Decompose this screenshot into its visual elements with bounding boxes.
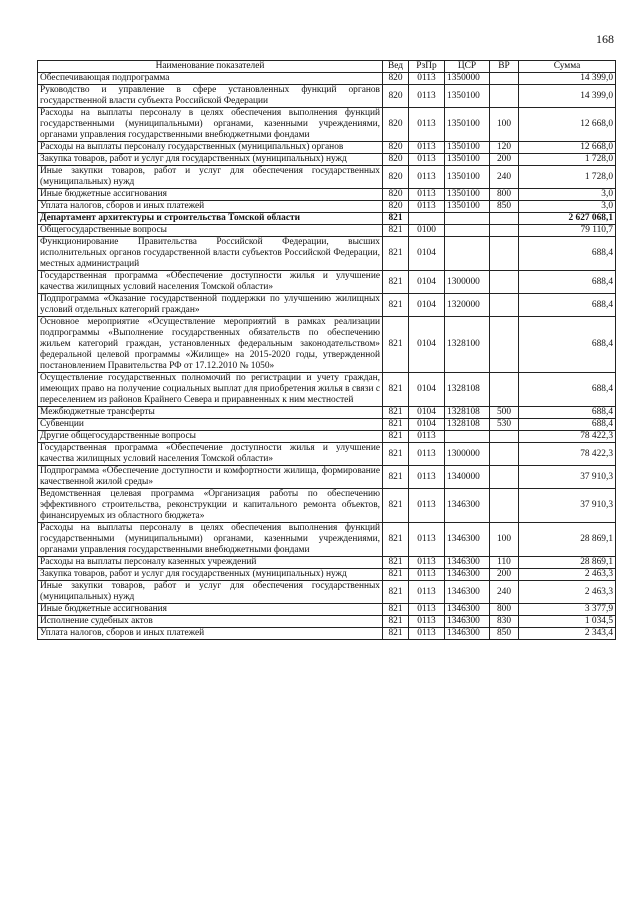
cell-sum: 3,0 (519, 189, 616, 201)
cell-vr (490, 317, 519, 373)
cell-sum: 688,4 (519, 373, 616, 407)
cell-ved: 820 (383, 201, 409, 213)
cell-rzpr: 0104 (409, 373, 445, 407)
table-row (38, 201, 616, 213)
cell-rzpr: 0113 (409, 581, 445, 604)
cell-ved: 821 (383, 225, 409, 237)
cell-csr: 1346300 (445, 523, 490, 557)
cell-csr: 1300000 (445, 443, 490, 466)
cell-ved: 821 (383, 419, 409, 431)
cell-ved: 821 (383, 431, 409, 443)
cell-csr: 1350100 (445, 108, 490, 142)
cell-ved: 820 (383, 166, 409, 189)
cell-csr: 1340000 (445, 466, 490, 489)
table-row (38, 85, 616, 108)
cell-rzpr: 0113 (409, 73, 445, 85)
cell-name: Руководство и управление в сфере установленных функций органов государственной власти субъекта Российской Федерации (38, 85, 383, 108)
cell-vr (490, 271, 519, 294)
cell-rzpr: 0113 (409, 154, 445, 166)
cell-ved: 820 (383, 142, 409, 154)
cell-name: Другие общегосударственные вопросы (38, 431, 383, 443)
cell-ved: 821 (383, 317, 409, 373)
cell-name: Расходы на выплаты персоналу в целях обеспечения выполнения функций государственными (муниципальными) органами, казенными учреждениями, органами управления государственными внебюджетными фондами (38, 108, 383, 142)
cell-vr: 800 (490, 189, 519, 201)
cell-sum: 12 668,0 (519, 142, 616, 154)
cell-name: Департамент архитектуры и строительства Томской области (38, 213, 383, 225)
cell-csr: 1346300 (445, 628, 490, 640)
cell-name: Иные бюджетные ассигнования (38, 604, 383, 616)
cell-name: Функционирование Правительства Российской Федерации, высших исполнительных органов государственной власти субъектов Российской Федерации, местных администраций (38, 237, 383, 271)
cell-csr: 1350100 (445, 201, 490, 213)
cell-sum: 14 399,0 (519, 85, 616, 108)
cell-csr (445, 225, 490, 237)
table-row (38, 142, 616, 154)
cell-ved: 821 (383, 271, 409, 294)
cell-ved: 821 (383, 616, 409, 628)
cell-rzpr (409, 213, 445, 225)
cell-vr: 500 (490, 407, 519, 419)
table-row (38, 489, 616, 523)
table-row (38, 604, 616, 616)
cell-rzpr: 0113 (409, 489, 445, 523)
cell-csr: 1346300 (445, 489, 490, 523)
cell-sum: 2 627 068,1 (519, 213, 616, 225)
cell-vr: 530 (490, 419, 519, 431)
cell-csr: 1346300 (445, 581, 490, 604)
cell-vr: 100 (490, 108, 519, 142)
cell-name: Закупка товаров, работ и услуг для государственных (муниципальных) нужд (38, 154, 383, 166)
cell-sum: 2 463,3 (519, 581, 616, 604)
cell-csr: 1328108 (445, 407, 490, 419)
table-row (38, 523, 616, 557)
cell-rzpr: 0113 (409, 108, 445, 142)
cell-vr: 850 (490, 628, 519, 640)
cell-sum: 28 869,1 (519, 523, 616, 557)
table-row (38, 407, 616, 419)
cell-csr: 1350100 (445, 154, 490, 166)
cell-name: Иные закупки товаров, работ и услуг для обеспечения государственных (муниципальных) нужд (38, 581, 383, 604)
table-row (38, 419, 616, 431)
cell-rzpr: 0113 (409, 201, 445, 213)
cell-ved: 821 (383, 443, 409, 466)
cell-csr: 1320000 (445, 294, 490, 317)
cell-ved: 821 (383, 523, 409, 557)
cell-ved: 821 (383, 407, 409, 419)
cell-rzpr: 0113 (409, 628, 445, 640)
cell-ved: 821 (383, 373, 409, 407)
table-body (38, 73, 616, 640)
cell-name: Ведомственная целевая программа «Организация работы по обеспечению эффективного строительства, реконструкции и капитального ремонта объектов, финансируемых из областного бюджета» (38, 489, 383, 523)
cell-name: Уплата налогов, сборов и иных платежей (38, 201, 383, 213)
cell-sum: 1 034,5 (519, 616, 616, 628)
header-sum: Сумма (519, 61, 616, 73)
cell-name: Исполнение судебных актов (38, 616, 383, 628)
cell-sum: 688,4 (519, 407, 616, 419)
cell-sum: 688,4 (519, 317, 616, 373)
cell-csr: 1346300 (445, 569, 490, 581)
cell-rzpr: 0113 (409, 557, 445, 569)
cell-name: Уплата налогов, сборов и иных платежей (38, 628, 383, 640)
cell-rzpr: 0113 (409, 443, 445, 466)
cell-vr (490, 443, 519, 466)
table-row (38, 154, 616, 166)
cell-name: Государственная программа «Обеспечение доступности жилья и улучшение качества жилищных условий населения Томской области» (38, 271, 383, 294)
table-row (38, 616, 616, 628)
cell-vr (490, 431, 519, 443)
table-row (38, 466, 616, 489)
cell-rzpr: 0113 (409, 569, 445, 581)
cell-name: Иные бюджетные ассигнования (38, 189, 383, 201)
table-row (38, 569, 616, 581)
header-ved: Вед (383, 61, 409, 73)
cell-sum: 78 422,3 (519, 443, 616, 466)
cell-ved: 821 (383, 581, 409, 604)
cell-sum: 1 728,0 (519, 166, 616, 189)
cell-sum: 3,0 (519, 201, 616, 213)
cell-csr: 1350100 (445, 85, 490, 108)
cell-csr: 1350000 (445, 73, 490, 85)
cell-vr (490, 85, 519, 108)
cell-sum: 78 422,3 (519, 431, 616, 443)
cell-vr: 200 (490, 569, 519, 581)
cell-csr (445, 237, 490, 271)
header-csr: ЦСР (445, 61, 490, 73)
cell-sum: 688,4 (519, 237, 616, 271)
table-row (38, 317, 616, 373)
cell-name: Основное мероприятие «Осуществление мероприятий в рамках реализации подпрограммы «Выполнение государственных обязательств по обеспечению жильем категорий граждан, установленных федеральным законодательством» федеральной целевой программы «Жилище» на 2015-2020 годы, утвержденной постановлением Правительства РФ от 17.12.2010 № 1050» (38, 317, 383, 373)
table-row (38, 628, 616, 640)
cell-csr: 1328100 (445, 317, 490, 373)
cell-rzpr: 0113 (409, 166, 445, 189)
cell-name: Расходы на выплаты персоналу в целях обеспечения выполнения функций государственными (муниципальными) органами, казенными учреждениями, органами управления государственными внебюджетными фондами (38, 523, 383, 557)
cell-vr (490, 466, 519, 489)
cell-vr: 800 (490, 604, 519, 616)
cell-vr (490, 237, 519, 271)
cell-vr: 240 (490, 581, 519, 604)
cell-sum: 79 110,7 (519, 225, 616, 237)
table-row (38, 294, 616, 317)
table-row (38, 73, 616, 85)
cell-vr: 100 (490, 523, 519, 557)
cell-name: Закупка товаров, работ и услуг для государственных (муниципальных) нужд (38, 569, 383, 581)
cell-vr: 200 (490, 154, 519, 166)
cell-csr: 1328108 (445, 419, 490, 431)
cell-vr (490, 294, 519, 317)
cell-ved: 821 (383, 466, 409, 489)
cell-ved: 821 (383, 489, 409, 523)
cell-ved: 821 (383, 557, 409, 569)
cell-name: Подпрограмма «Оказание государственной поддержки по улучшению жилищных условий отдельных категорий граждан» (38, 294, 383, 317)
cell-vr: 830 (490, 616, 519, 628)
cell-ved: 821 (383, 294, 409, 317)
cell-name: Общегосударственные вопросы (38, 225, 383, 237)
cell-rzpr: 0104 (409, 407, 445, 419)
cell-rzpr: 0113 (409, 142, 445, 154)
cell-vr (490, 373, 519, 407)
cell-sum: 12 668,0 (519, 108, 616, 142)
cell-ved: 820 (383, 108, 409, 142)
cell-vr: 110 (490, 557, 519, 569)
header-rzpr: РзПр (409, 61, 445, 73)
cell-ved: 821 (383, 628, 409, 640)
table-row (38, 373, 616, 407)
table-row (38, 271, 616, 294)
cell-rzpr: 0113 (409, 466, 445, 489)
cell-csr: 1346300 (445, 557, 490, 569)
cell-ved: 820 (383, 189, 409, 201)
page-number: 168 (596, 32, 614, 46)
cell-vr (490, 489, 519, 523)
cell-vr: 850 (490, 201, 519, 213)
cell-vr (490, 225, 519, 237)
cell-ved: 820 (383, 154, 409, 166)
cell-rzpr: 0113 (409, 604, 445, 616)
cell-rzpr: 0113 (409, 616, 445, 628)
table-row (38, 213, 616, 225)
cell-sum: 2 463,3 (519, 569, 616, 581)
cell-rzpr: 0104 (409, 419, 445, 431)
budget-table (37, 60, 616, 640)
cell-name: Расходы на выплаты персоналу государственных (муниципальных) органов (38, 142, 383, 154)
cell-ved: 821 (383, 213, 409, 225)
cell-sum: 3 377,9 (519, 604, 616, 616)
cell-csr: 1350100 (445, 166, 490, 189)
table-row (38, 443, 616, 466)
cell-csr: 1300000 (445, 271, 490, 294)
cell-vr (490, 73, 519, 85)
header-name: Наименование показателей (38, 61, 383, 73)
cell-sum: 688,4 (519, 419, 616, 431)
cell-ved: 820 (383, 85, 409, 108)
cell-name: Иные закупки товаров, работ и услуг для обеспечения государственных (муниципальных) нужд (38, 166, 383, 189)
cell-rzpr: 0100 (409, 225, 445, 237)
cell-rzpr: 0104 (409, 294, 445, 317)
cell-vr: 240 (490, 166, 519, 189)
cell-ved: 820 (383, 73, 409, 85)
cell-rzpr: 0104 (409, 271, 445, 294)
cell-name: Межбюджетные трансферты (38, 407, 383, 419)
cell-sum: 688,4 (519, 294, 616, 317)
cell-ved: 821 (383, 604, 409, 616)
cell-sum: 2 343,4 (519, 628, 616, 640)
cell-rzpr: 0113 (409, 85, 445, 108)
cell-csr: 1350100 (445, 189, 490, 201)
table-row (38, 557, 616, 569)
cell-vr (490, 213, 519, 225)
table-row (38, 189, 616, 201)
cell-csr (445, 213, 490, 225)
table-row (38, 237, 616, 271)
table-row (38, 431, 616, 443)
cell-rzpr: 0113 (409, 523, 445, 557)
cell-csr: 1328108 (445, 373, 490, 407)
table-row (38, 108, 616, 142)
table-header-row (38, 61, 616, 73)
cell-rzpr: 0104 (409, 237, 445, 271)
cell-name: Обеспечивающая подпрограмма (38, 73, 383, 85)
cell-csr: 1346300 (445, 616, 490, 628)
cell-sum: 37 910,3 (519, 489, 616, 523)
cell-name: Осуществление государственных полномочий по регистрации и учету граждан, имеющих право на получение социальных выплат для приобретения жилья в связи с переселением из районов Крайнего Севера и приравненных к ним местностей (38, 373, 383, 407)
cell-rzpr: 0104 (409, 317, 445, 373)
cell-vr: 120 (490, 142, 519, 154)
cell-name: Подпрограмма «Обеспечение доступности и комфортности жилища, формирование качественной жилой среды» (38, 466, 383, 489)
cell-rzpr: 0113 (409, 189, 445, 201)
cell-csr (445, 431, 490, 443)
table-row (38, 581, 616, 604)
cell-csr: 1346300 (445, 604, 490, 616)
cell-sum: 37 910,3 (519, 466, 616, 489)
cell-rzpr: 0113 (409, 431, 445, 443)
table-row (38, 166, 616, 189)
cell-ved: 821 (383, 237, 409, 271)
cell-sum: 688,4 (519, 271, 616, 294)
cell-name: Субвенции (38, 419, 383, 431)
cell-name: Расходы на выплаты персоналу казенных учреждений (38, 557, 383, 569)
cell-sum: 1 728,0 (519, 154, 616, 166)
cell-name: Государственная программа «Обеспечение доступности жилья и улучшение качества жилищных условий населения Томской области» (38, 443, 383, 466)
cell-csr: 1350100 (445, 142, 490, 154)
header-vr: ВР (490, 61, 519, 73)
cell-sum: 28 869,1 (519, 557, 616, 569)
cell-sum: 14 399,0 (519, 73, 616, 85)
cell-ved: 821 (383, 569, 409, 581)
table-row (38, 225, 616, 237)
